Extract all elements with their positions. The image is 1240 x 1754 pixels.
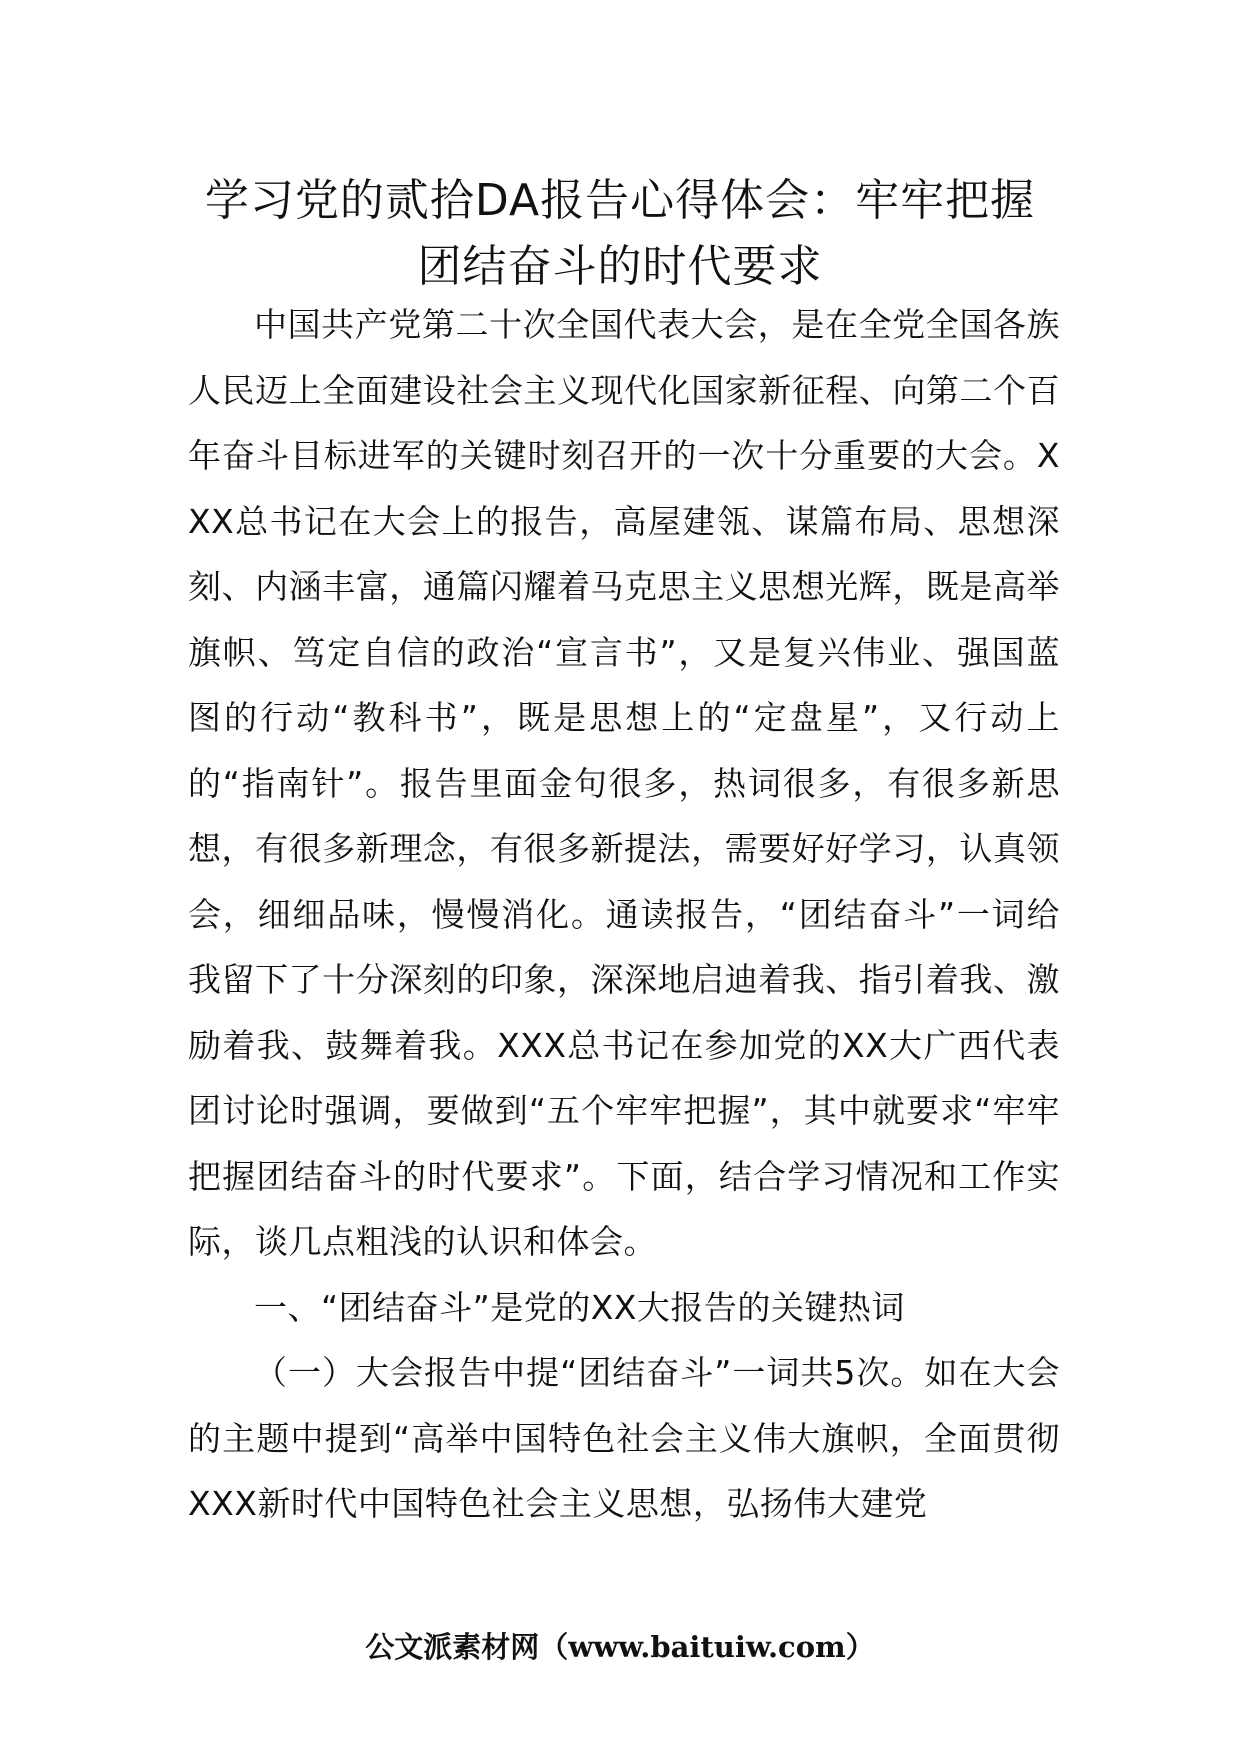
title-line-1: 学习党的贰拾DA报告心得体会：牢牢把握 <box>204 175 1036 226</box>
section-paragraph: （一）大会报告中提“团结奋斗”一词共5次。如在大会的主题中提到“高举中国特色社会主义伟大旗帜，全面贯彻XXX新时代中国特色社会主义思想，弘扬伟大建党 <box>188 1353 1060 1523</box>
document-body <box>188 292 1060 1537</box>
section-heading: 一、“团结奋斗”是党的XX大报告的关键热词 <box>254 1287 905 1327</box>
footer-watermark: 公文派素材网（www.baituiw.com） <box>365 1630 875 1664</box>
title-line-2: 团结奋斗的时代要求 <box>417 241 823 292</box>
intro-paragraph: 中国共产党第二十次全国代表大会，是在全党全国各族人民迈上全面建设社会主义现代化国家新征程、向第二个百年奋斗目标进军的关键时刻召开的一次十分重要的大会。XXX总书记在大会上的报告，高屋建瓴、谋篇布局、思想深刻、内涵丰富，通篇闪耀着马克思主义思想光辉，既是高举旗帜、笃定自信的政治“宣言书”，又是复兴伟业、强国蓝图的行动“教科书”，既是思想上的“定盘星”，又行动上的“指南针”。报告里面金句很多，热词很多，有很多新思想，有很多新理念，有很多新提法，需要好好学习，认真领会，细细品味，慢慢消化。通读报告，“团结奋斗”一词给我留下了十分深刻的印象，深深地启迪着我、指引着我、激励着我、鼓舞着我。XXX总书记在参加党的XX大广西代表团讨论时强调，要做到“五个牢牢把握”，其中就要求“牢牢把握团结奋斗的时代要求”。下面，结合学习情况和工作实际，谈几点粗浅的认识和体会。 <box>188 305 1060 1261</box>
document-title <box>150 168 1090 300</box>
